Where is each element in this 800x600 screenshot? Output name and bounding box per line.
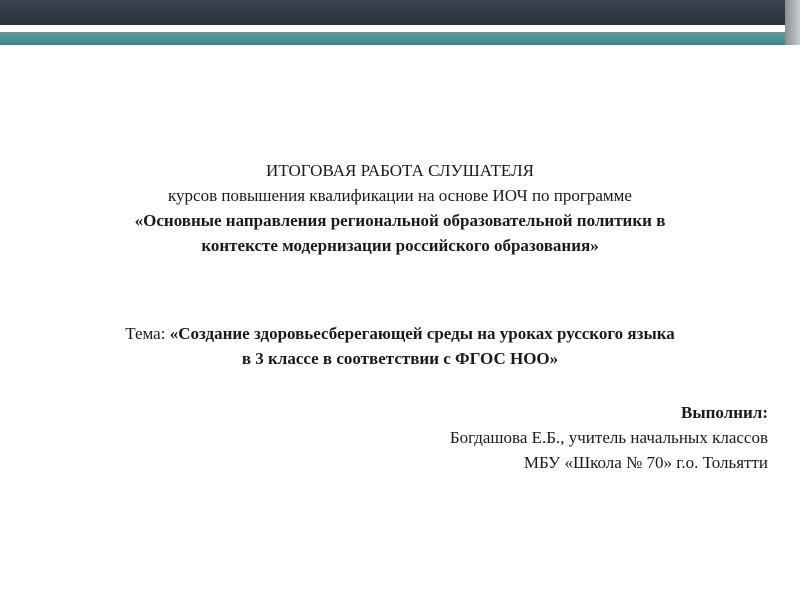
program-line-2: контексте модернизации российского образования» bbox=[201, 236, 599, 255]
header-bar-teal bbox=[0, 32, 785, 45]
theme-line-2: в 3 классе в соответствии с ФГОС НОО» bbox=[241, 349, 559, 368]
author-block bbox=[30, 400, 768, 475]
header-bar-dark bbox=[0, 0, 785, 25]
theme-block bbox=[30, 321, 770, 371]
header-bar-edge bbox=[785, 0, 800, 45]
theme-label: Тема: bbox=[125, 324, 170, 343]
title-line-2: курсов повышения квалификации на основе ИОЧ по программе bbox=[168, 186, 632, 205]
author-school: МБУ «Школа № 70» г.о. Тольятти bbox=[523, 453, 768, 472]
author-name: Богдашова Е.Б., учитель начальных классов bbox=[449, 428, 768, 447]
author-label: Выполнил: bbox=[680, 403, 768, 422]
program-line-1: «Основные направления региональной образовательной политики в bbox=[134, 211, 666, 230]
title-block bbox=[30, 158, 770, 258]
theme-line-1: «Создание здоровьесберегающей среды на уроках русского языка bbox=[169, 324, 675, 343]
title-line-1: ИТОГОВАЯ РАБОТА СЛУШАТЕЛЯ bbox=[266, 161, 534, 180]
